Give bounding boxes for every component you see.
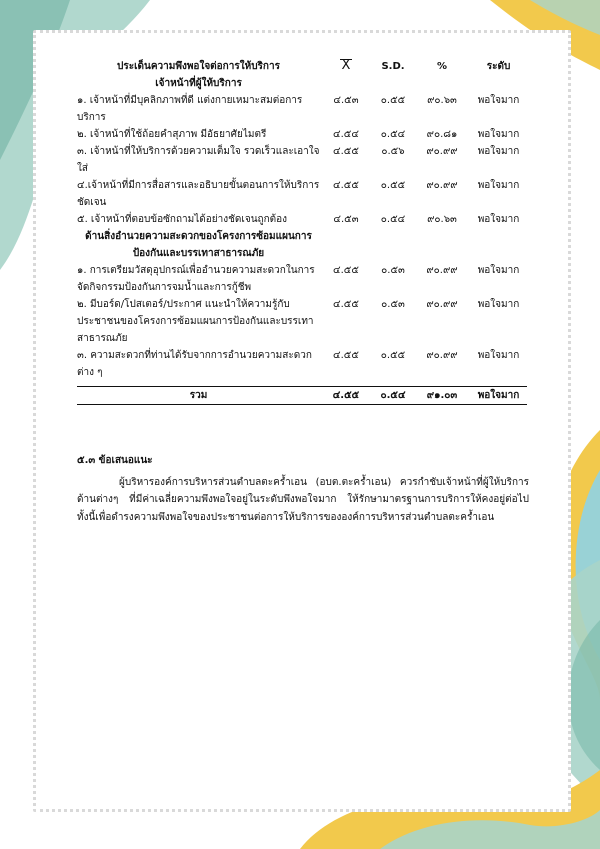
section-title: เจ้าหน้าที่ผู้ให้บริการ (155, 78, 242, 89)
total-level: พอใจมาก (470, 387, 527, 405)
total-label: รวม (77, 387, 320, 405)
section-title: ด้านสิ่งอำนวยความสะดวกของโครงการซ้อมแผนการป้องกันและบรรเทาสาธารณภัย (85, 231, 312, 259)
row-level: พอใจมาก (477, 95, 520, 106)
row-mean: ๔.๕๔ (333, 129, 359, 140)
row-sd: ๐.๕๕ (380, 95, 406, 106)
table-row (77, 143, 527, 177)
row-mean: ๔.๕๕ (333, 299, 359, 310)
row-percent: ๙๐.๙๙ (426, 265, 458, 276)
row-mean: ๔.๕๕ (333, 265, 359, 276)
suggestion-section (77, 452, 529, 526)
row-sd: ๐.๕๔ (380, 129, 406, 140)
row-item: ๑. เจ้าหน้าที่มีบุคลิกภาพที่ดี แต่งกายเหมาะสมต่อการบริการ (77, 95, 303, 123)
table-row (77, 262, 527, 296)
table-row (77, 347, 527, 381)
header-sd: S.D. (381, 61, 405, 72)
row-item: ๒. เจ้าหน้าที่ใช้ถ้อยคำสุภาพ มีอัธยาศัยไมตรี (77, 129, 267, 140)
row-level: พอใจมาก (477, 214, 520, 225)
table-row (77, 177, 527, 211)
row-level: พอใจมาก (477, 265, 520, 276)
row-level: พอใจมาก (477, 146, 520, 157)
table-row (77, 126, 527, 143)
total-mean: ๔.๕๕ (320, 387, 372, 405)
header-mean (320, 58, 372, 75)
row-item: ๒. มีบอร์ด/โปสเตอร์/ประกาศ แนะนำให้ความรู้กับประชาชนของโครงการซ้อมแผนการป้องกันและบรรเทาสาธารณภัย (77, 299, 314, 344)
table-row (77, 296, 527, 347)
row-sd: ๐.๕๓ (381, 299, 405, 310)
table-header-row (77, 58, 527, 75)
row-percent: ๙๐.๙๙ (426, 180, 458, 191)
satisfaction-table (77, 58, 527, 405)
row-mean: ๔.๕๕ (333, 350, 359, 361)
suggestion-title: ๕.๓ ข้อเสนอแนะ (77, 455, 153, 466)
header-percent: % (436, 61, 448, 72)
suggestion-body: ผู้บริหารองค์การบริหารส่วนตำบลตะคร้ำเอน (อบต.ตะคร้ำเอน) ควรกำชับเจ้าหน้าที่ผู้ให้บริการด้านต่างๆ ที่มีค่าเฉลี่ยความพึงพอใจอยู่ในระดับพึงพอใจมาก ให้รักษามาตรฐานการบริการให้คงอยู่ต่อไป ทั้งนี้เพื่อดำรงความพึงพอใจของประชาชนต่อการให้บริการขององค์การบริหารส่วนตำบลตะคร้ำเอน (77, 476, 529, 523)
row-mean: ๔.๕๓ (333, 95, 359, 106)
row-level: พอใจมาก (477, 299, 520, 310)
row-percent: ๙๐.๙๙ (426, 146, 458, 157)
row-level: พอใจมาก (477, 350, 520, 361)
row-percent: ๙๐.๘๑ (426, 129, 458, 140)
row-sd: ๐.๕๕ (380, 180, 406, 191)
row-percent: ๙๐.๙๙ (426, 350, 458, 361)
row-item: ๓. ความสะดวกที่ท่านได้รับจากการอำนวยความสะดวกต่าง ๆ (77, 350, 312, 378)
row-item: ๓. เจ้าหน้าที่ให้บริการด้วยความเต็มใจ รวดเร็วและเอาใจใส่ (77, 146, 320, 174)
row-percent: ๙๐.๖๓ (427, 95, 457, 106)
row-sd: ๐.๕๔ (380, 214, 406, 225)
header-mean-symbol: X (341, 58, 351, 73)
row-mean: ๔.๕๕ (333, 180, 359, 191)
row-percent: ๙๐.๙๙ (426, 299, 458, 310)
row-item: ๔.เจ้าหน้าที่มีการสื่อสารและอธิบายขั้นตอนการให้บริการชัดเจน (77, 180, 320, 208)
row-level: พอใจมาก (477, 129, 520, 140)
row-mean: ๔.๕๓ (333, 214, 359, 225)
row-percent: ๙๐.๖๓ (427, 214, 457, 225)
row-sd: ๐.๕๓ (381, 265, 405, 276)
row-level: พอใจมาก (477, 180, 520, 191)
header-level: ระดับ (486, 61, 511, 72)
row-mean: ๔.๕๕ (333, 146, 359, 157)
total-row (77, 387, 527, 405)
section-row (77, 75, 527, 92)
section-row (77, 228, 527, 262)
row-item: ๕. เจ้าหน้าที่ตอบข้อซักถามได้อย่างชัดเจนถูกต้อง (77, 214, 288, 225)
row-sd: ๐.๕๕ (380, 350, 406, 361)
table-row (77, 92, 527, 126)
header-item: ประเด็นความพึงพอใจต่อการให้บริการ (117, 61, 280, 72)
row-item: ๑. การเตรียมวัสดุอุปกรณ์เพื่ออำนวยความสะดวกในการจัดกิจกรรมป้องกันการจมน้ำและการกู้ชีพ (77, 265, 315, 293)
total-sd: ๐.๕๔ (372, 387, 414, 405)
row-sd: ๐.๕๖ (381, 146, 405, 157)
total-percent: ๙๑.๐๓ (414, 387, 470, 405)
table-row (77, 211, 527, 228)
